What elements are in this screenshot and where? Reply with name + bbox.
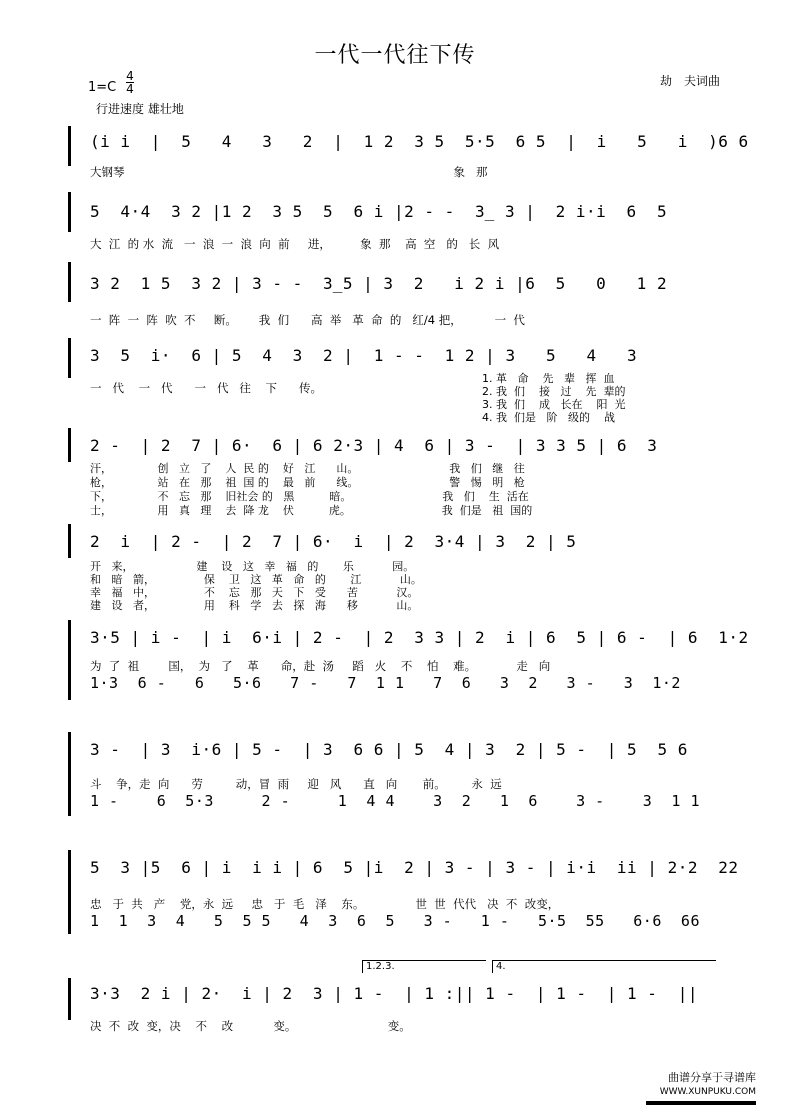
harmony-line: 1 - 6 5·3 2 - 1 4 4 3 2 1 6 3 - 3 1 1 (90, 792, 700, 810)
verse-line-4: 4. 我 们是 阶 级的 战 (482, 411, 615, 424)
watermark-bar (646, 1101, 756, 1105)
lyric-line: 大钢琴 象 那 (90, 165, 488, 179)
lyric-line: 忠 于 共 产 党，永 远 忠 于 毛 泽 东。 世 世 代代 决 不 改变， (90, 897, 560, 911)
notation-line: 3 5 i· 6 | 5 4 3 2 | 1 - - 1 2 | 3 5 4 3 (90, 346, 638, 365)
harmony-line: 1·3 6 - 6 5·6 7 - 7 1 1 7 6 3 2 3 - 3 1·2 (90, 674, 681, 692)
tempo-marking: 行进速度 雄壮地 (96, 102, 184, 116)
score-row-9 (72, 850, 748, 940)
verse-line-2: 枪， 站 在 那 祖 国 的 最 前 线。 警 惕 明 枪 (90, 476, 525, 489)
notation-line: 2 i | 2 - | 2 7 | 6· i | 2 3·4 | 3 2 | 5 (90, 532, 577, 551)
system-brace (68, 732, 78, 816)
verse-line-1: 汗， 创 立 了 人 民 的 好 江 山。 我 们 继 往 (90, 462, 525, 475)
verse-line-2: 2. 我 们 接 过 先 辈的 (482, 385, 626, 398)
lyric-line: 决 不 改 变，决 不 改 变。 变。 (90, 1019, 411, 1033)
watermark (646, 1071, 756, 1105)
volta-1: 1.2.3. (362, 960, 486, 973)
score-row-3 (72, 260, 748, 330)
system-brace (68, 126, 78, 166)
score-row-8 (72, 732, 748, 822)
lyric-line: 为 了 祖 国， 为 了 革 命，赴 汤 蹈 火 不 怕 难。 走 向 (90, 659, 551, 673)
system-brace (68, 262, 78, 302)
notation-line: 3 2 1 5 3 2 | 3 - - 3̲5 | 3 2 i 2 i |6 5 0 1 2 (90, 274, 668, 293)
meter-bottom: 4 (126, 82, 134, 96)
notation-line: 2 - | 2 7 | 6· 6 | 6 2·3 | 4 6 | 3 - | 3 3 5 | 6 3 (90, 436, 658, 455)
lyric-line: 大 江 的 水 流 一 浪 一 浪 向 前 进， 象 那 高 空 的 长 风 (90, 237, 500, 251)
system-brace (68, 428, 78, 462)
system-brace (68, 978, 78, 1020)
lyric-line: 一 代 一 代 一 代 往 下 传。 (90, 381, 322, 395)
notation-line: 5 3 |5 6 | i i i | 6 5 |i 2 | 3 - | 3 - | i·i ii | 2·2 22 (90, 858, 739, 877)
composer: 劫 夫词曲 (660, 74, 721, 88)
harmony-line: 1 1 3 4 5 5 5 4 3 6 5 3 - 1 - 5·5 55 6·6 66 (90, 912, 700, 930)
score-row-6 (72, 524, 748, 616)
system-brace (68, 850, 78, 934)
verse-line-3: 3. 我 们 成 长在 阳 光 (482, 398, 626, 411)
verse-line-1: 1. 革 命 先 辈 挥 血 (482, 372, 615, 385)
lyric-line: 斗 争，走 向 劳 动，冒 雨 迎 风 直 向 前。 永 远 (90, 777, 502, 791)
notation-line: 3·3 2 i | 2· i | 2 3 | 1 - | 1 :|| 1 - | 1 - | 1 - || (90, 984, 698, 1003)
score-row-1 (72, 124, 748, 184)
verse-line-2: 和 暗 箭， 保 卫 这 革 命 的 江 山。 (90, 573, 422, 586)
time-signature (126, 70, 134, 95)
system-brace (68, 338, 78, 378)
notation-line: 5 4·4 3 2 |1 2 3 5 5 6 i |2 - - 3̲ 3 | 2 i·i 6 5 (90, 202, 668, 221)
system-brace (68, 524, 78, 558)
notation-line: (i i | 5 4 3 2 | 1 2 3 5 5·5 6 5 | i 5 i )6 6 (90, 132, 749, 151)
score-row-7 (72, 620, 748, 706)
notation-line: 3 - | 3 i·6 | 5 - | 3 6 6 | 5 4 | 3 2 | 5 - | 5 5 6 (90, 740, 688, 759)
score-row-5 (72, 428, 748, 520)
score-row-4 (72, 338, 748, 424)
watermark-title: 曲谱分享于寻谱库 (668, 1071, 756, 1084)
system-brace (68, 192, 78, 232)
volta-2: 4. (492, 960, 716, 973)
verse-line-3: 幸 福 中， 不 忘 那 天 下 受 苦 汉。 (90, 586, 419, 599)
score-row-2 (72, 190, 748, 260)
score-title: 一代一代往下传 (314, 43, 476, 68)
verse-line-4: 士， 用 真 理 去 降 龙 伏 虎。 我 们是 祖 国的 (90, 504, 533, 517)
verse-line-3: 下， 不 忘 那 旧社会 的 黑 暗。 我 们 生 活在 (90, 490, 529, 503)
verse-line-1: 开 来， 建 设 这 幸 福 的 乐 园。 (90, 560, 415, 573)
key-signature: 1=C (88, 80, 117, 95)
verse-line-4: 建 设 者， 用 科 学 去 探 海 移 山。 (90, 599, 419, 612)
meter-top: 4 (126, 69, 134, 83)
lyric-line: 一 阵 一 阵 吹 不 断。 我 们 高 举 革 命 的 红/4 把， 一 代 (90, 313, 525, 327)
system-brace (68, 620, 78, 700)
watermark-url: WWW.XUNPUKU.COM (659, 1087, 756, 1097)
notation-line: 3·5 | i - | i 6·i | 2 - | 2 3 3 | 2 i | 6 5 | 6 - | 6 1·2 (90, 628, 749, 647)
score-row-10 (72, 960, 748, 1040)
